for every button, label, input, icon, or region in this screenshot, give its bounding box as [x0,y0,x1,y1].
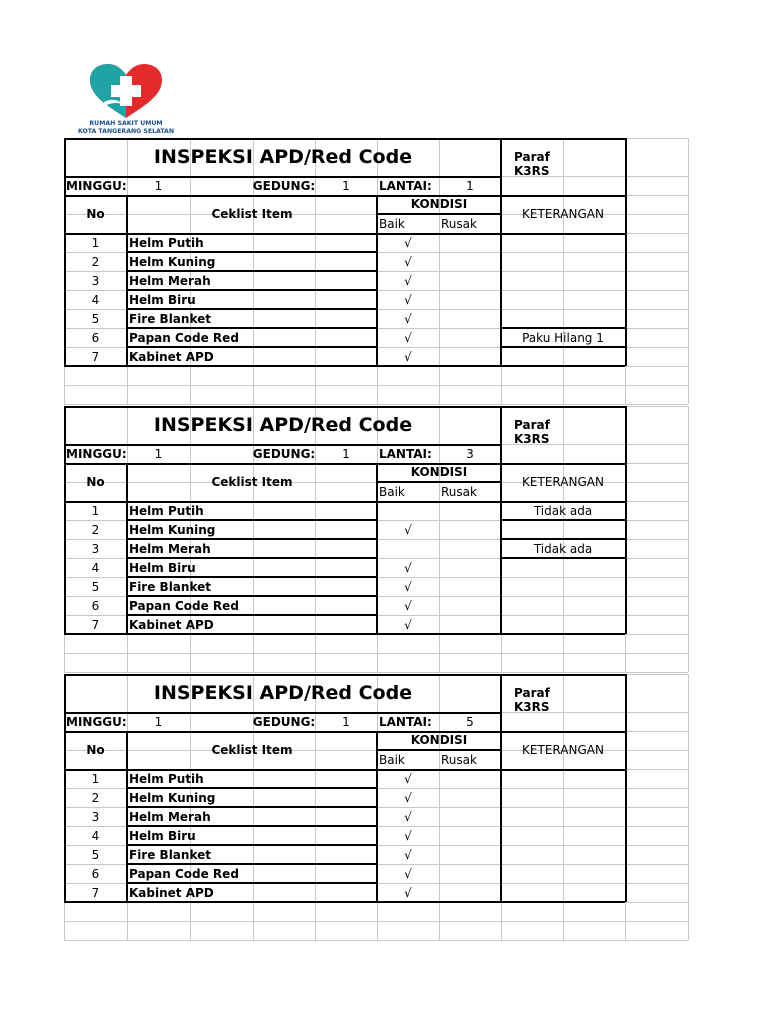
baik-check: √ [404,847,412,862]
item-number: 5 [91,847,100,862]
item-number: 1 [91,771,100,786]
keterangan-value [501,347,625,366]
baik-check: √ [404,617,412,632]
gedung-label: GEDUNG: [252,178,316,193]
item-name: Helm Biru [129,292,196,307]
item-name: Kabinet APD [129,349,214,364]
hospital-logo [68,62,186,136]
baik-check: √ [404,292,412,307]
keterangan-value [501,845,625,864]
keterangan-value [501,788,625,807]
baik-header: Baik [379,216,405,231]
keterangan-value [501,290,625,309]
baik-check: √ [404,828,412,843]
item-name: Fire Blanket [129,311,211,326]
rusak-check [439,769,501,788]
item-name: Kabinet APD [129,617,214,632]
grid-line [64,672,688,673]
keterangan-value [501,769,625,788]
baik-check: √ [404,598,412,613]
border-line [625,674,627,902]
item-name: Helm Putih [129,235,204,250]
baik-check: √ [404,790,412,805]
rusak-check [439,328,501,347]
item-name: Fire Blanket [129,579,211,594]
item-number: 4 [91,828,100,843]
grid-line [688,406,689,672]
keterangan-value [501,577,625,596]
item-number: 1 [91,503,100,518]
minggu-value: 1 [154,446,163,461]
item-number: 6 [91,866,100,881]
inspection-sheet [64,138,688,408]
item-number: 2 [91,790,100,805]
gedung-value: 1 [342,714,350,729]
rusak-check [439,577,501,596]
ceklist-header: Ceklist Item [211,743,293,757]
item-number: 6 [91,330,100,345]
keterangan-header: KETERANGAN [522,743,604,757]
item-name: Helm Merah [129,809,211,824]
rusak-check [439,501,501,520]
item-name: Fire Blanket [129,847,211,862]
item-number: 4 [91,292,100,307]
kondisi-header: KONDISI [410,197,468,211]
baik-check: √ [404,349,412,364]
paraf-label: Paraf [514,686,550,700]
keterangan-value [501,558,625,577]
rusak-check [439,271,501,290]
minggu-label: MINGGU: [66,714,127,729]
item-name: Papan Code Red [129,866,239,881]
keterangan-value [501,807,625,826]
baik-check: √ [404,522,412,537]
baik-check: √ [404,579,412,594]
gedung-label: GEDUNG: [252,446,316,461]
item-number: 7 [91,885,100,900]
paraf-label: Paraf [514,150,550,164]
grid-line [64,385,688,386]
kondisi-header: KONDISI [410,733,468,747]
item-name: Papan Code Red [129,330,239,345]
keterangan-value: Tidak ada [533,541,593,556]
keterangan-header: KETERANGAN [522,207,604,221]
keterangan-value [501,309,625,328]
baik-check: √ [404,809,412,824]
keterangan-value [501,864,625,883]
keterangan-header: KETERANGAN [522,475,604,489]
ceklist-header: Ceklist Item [211,475,293,489]
minggu-label: MINGGU: [66,178,127,193]
k3rs-label: K3RS [514,432,550,446]
baik-header: Baik [379,752,405,767]
baik-header: Baik [379,484,405,499]
grid-line [688,674,689,940]
item-name: Helm Biru [129,828,196,843]
baik-check: √ [404,254,412,269]
border-line [625,406,627,634]
item-name: Papan Code Red [129,598,239,613]
item-number: 7 [91,349,100,364]
baik-check: √ [404,273,412,288]
logo-text-line2: KOTA TANGERANG SELATAN [77,128,175,135]
item-number: 3 [91,273,100,288]
keterangan-value [501,252,625,271]
item-name: Kabinet APD [129,885,214,900]
form-title: INSPEKSI APD/Red Code [153,682,413,704]
rusak-check [439,807,501,826]
gedung-label: GEDUNG: [252,714,316,729]
keterangan-value [501,520,625,539]
baik-check: √ [404,885,412,900]
minggu-value: 1 [154,178,163,193]
no-header: No [86,475,105,489]
rusak-header: Rusak [441,484,477,499]
rusak-header: Rusak [441,216,477,231]
rusak-check [439,615,501,634]
keterangan-value [501,596,625,615]
no-header: No [86,743,105,757]
item-number: 7 [91,617,100,632]
keterangan-value: Paku Hilang 1 [522,330,604,345]
lantai-value: 1 [466,178,474,193]
gedung-value: 1 [342,178,350,193]
baik-check: √ [404,330,412,345]
item-number: 4 [91,560,100,575]
item-name: Helm Putih [129,771,204,786]
paraf-k3rs-label [514,150,574,180]
baik-check: √ [404,235,412,250]
item-name: Helm Merah [129,273,211,288]
lantai-label: LANTAI: [379,446,432,461]
baik-check: √ [404,560,412,575]
rusak-check [439,309,501,328]
grid-line [64,404,688,405]
heart-cross-icon [90,64,162,118]
border-line [501,538,625,540]
item-number: 2 [91,254,100,269]
paraf-label: Paraf [514,418,550,432]
baik-check [377,501,439,520]
gedung-value: 1 [342,446,350,461]
form-title: INSPEKSI APD/Red Code [153,146,413,168]
keterangan-value [501,826,625,845]
grid-line [64,940,688,941]
rusak-check [439,788,501,807]
minggu-label: MINGGU: [66,446,127,461]
inspection-sheet [64,674,688,944]
minggu-value: 1 [154,714,163,729]
item-name: Helm Kuning [129,522,216,537]
lantai-value: 5 [466,714,474,729]
rusak-check [439,233,501,252]
rusak-header: Rusak [441,752,477,767]
baik-check: √ [404,311,412,326]
rusak-check [439,864,501,883]
rusak-check [439,539,501,558]
k3rs-label: K3RS [514,700,550,714]
item-name: Helm Kuning [129,254,216,269]
item-number: 5 [91,579,100,594]
rusak-check [439,596,501,615]
baik-check: √ [404,771,412,786]
k3rs-label: K3RS [514,164,550,178]
rusak-check [439,558,501,577]
keterangan-value [501,883,625,902]
grid-line [688,138,689,404]
item-number: 3 [91,809,100,824]
form-title: INSPEKSI APD/Red Code [153,414,413,436]
keterangan-value [501,271,625,290]
border-line [501,327,625,329]
rusak-check [439,520,501,539]
keterangan-value [501,233,625,252]
baik-check: √ [404,866,412,881]
rusak-check [439,290,501,309]
item-number: 1 [91,235,100,250]
grid-line [64,921,688,922]
logo-text-line1: RUMAH SAKIT UMUM [89,120,163,127]
item-name: Helm Putih [129,503,204,518]
inspection-sheet [64,406,688,676]
rusak-check [439,845,501,864]
ceklist-header: Ceklist Item [211,207,293,221]
item-number: 2 [91,522,100,537]
keterangan-value [501,615,625,634]
baik-check [377,539,439,558]
kondisi-header: KONDISI [410,465,468,479]
lantai-label: LANTAI: [379,178,432,193]
lantai-label: LANTAI: [379,714,432,729]
item-number: 6 [91,598,100,613]
rusak-check [439,883,501,902]
rusak-check [439,826,501,845]
paraf-k3rs-label [514,686,574,716]
item-name: Helm Merah [129,541,211,556]
grid-line [64,653,688,654]
item-name: Helm Biru [129,560,196,575]
rusak-check [439,347,501,366]
lantai-value: 3 [466,446,474,461]
paraf-k3rs-label [514,418,574,448]
border-line [625,138,627,366]
no-header: No [86,207,105,221]
item-number: 3 [91,541,100,556]
rusak-check [439,252,501,271]
item-number: 5 [91,311,100,326]
keterangan-value: Tidak ada [533,503,593,518]
item-name: Helm Kuning [129,790,216,805]
